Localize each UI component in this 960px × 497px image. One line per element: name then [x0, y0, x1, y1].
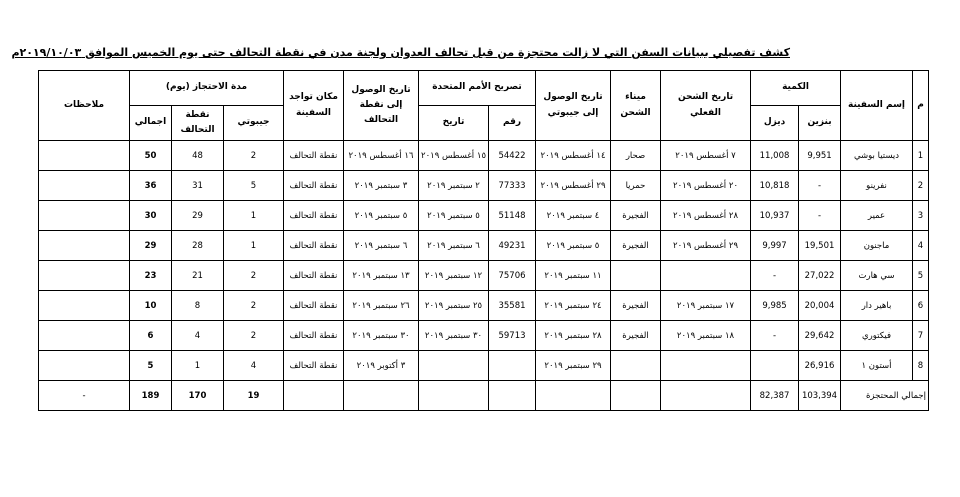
row-number-cell: 8	[913, 351, 929, 381]
document-title: كشف تفصيلي ببيانات السفن التي لا زالت محتجزة من قبل تحالف العدوان ولجنة مدن في نقطة التحالف حتى يوم الخميس الموافق ٢٠١٩/١٠/٠٣م	[11, 46, 790, 59]
permit-date-cell: ١٥ أغسطس ٢٠١٩	[419, 141, 489, 171]
diesel-quantity-cell: 11,008	[751, 141, 799, 171]
header-petrol: بنزين	[799, 106, 841, 141]
detention-coalition-cell: 4	[172, 321, 224, 351]
table-row	[39, 201, 929, 231]
loading-port-cell: الفجيرة	[611, 321, 661, 351]
detention-coalition-cell: 48	[172, 141, 224, 171]
petrol-quantity-cell: 20,004	[799, 291, 841, 321]
detention-djibouti-cell: 2	[224, 141, 284, 171]
ship-name-cell: أستون ١	[841, 351, 913, 381]
actual-loading-date-cell	[661, 261, 751, 291]
header-permit-date: تاريخ	[419, 106, 489, 141]
ship-name-cell: فيكتوري	[841, 321, 913, 351]
ship-name-cell: ديستيا بوشي	[841, 141, 913, 171]
permit-number-cell: 51148	[489, 201, 536, 231]
detention-coalition-cell: 31	[172, 171, 224, 201]
row-number-cell: 1	[913, 141, 929, 171]
detention-total-cell: 30	[130, 201, 172, 231]
arrival-coalition-date-cell: ٣ أكتوبر ٢٠١٩	[344, 351, 419, 381]
permit-number-cell: 49231	[489, 231, 536, 261]
row-number-cell: 6	[913, 291, 929, 321]
totals-row	[39, 381, 929, 411]
notes-cell	[39, 201, 130, 231]
ship-name-cell: ماجنون	[841, 231, 913, 261]
permit-number-cell: 54422	[489, 141, 536, 171]
arrival-djibouti-date-cell: ٢٩ أغسطس ٢٠١٩	[536, 171, 611, 201]
arrival-coalition-date-cell: ١٦ أغسطس ٢٠١٩	[344, 141, 419, 171]
arrival-coalition-date-cell: ٢٦ سبتمبر ٢٠١٩	[344, 291, 419, 321]
table-row	[39, 291, 929, 321]
detention-total-cell: 36	[130, 171, 172, 201]
totals-empty-port	[611, 381, 661, 411]
header-notes: ملاحظات	[39, 71, 130, 141]
totals-detention-djibouti: 19	[224, 381, 284, 411]
notes-cell	[39, 261, 130, 291]
ship-location-cell: نقطة التحالف	[284, 171, 344, 201]
arrival-djibouti-date-cell: ١٤ أغسطس ٢٠١٩	[536, 141, 611, 171]
loading-port-cell: صحار	[611, 141, 661, 171]
totals-empty-permit-no	[489, 381, 536, 411]
notes-cell	[39, 171, 130, 201]
petrol-quantity-cell: 9,951	[799, 141, 841, 171]
detention-total-cell: 10	[130, 291, 172, 321]
loading-port-cell	[611, 261, 661, 291]
detention-total-cell: 50	[130, 141, 172, 171]
arrival-coalition-date-cell: ٣ سبتمبر ٢٠١٩	[344, 171, 419, 201]
totals-detention-coalition: 170	[172, 381, 224, 411]
arrival-djibouti-date-cell: ١١ سبتمبر ٢٠١٩	[536, 261, 611, 291]
detention-djibouti-cell: 1	[224, 231, 284, 261]
actual-loading-date-cell: ١٧ سبتمبر ٢٠١٩	[661, 291, 751, 321]
ship-name-cell: سي هارت	[841, 261, 913, 291]
ship-location-cell: نقطة التحالف	[284, 141, 344, 171]
permit-date-cell: ٥ سبتمبر ٢٠١٩	[419, 201, 489, 231]
permit-number-cell	[489, 351, 536, 381]
arrival-coalition-date-cell: ٥ سبتمبر ٢٠١٩	[344, 201, 419, 231]
detention-coalition-cell: 1	[172, 351, 224, 381]
header-un-permit: تصريح الأمم المتحدة	[419, 71, 536, 106]
arrival-djibouti-date-cell: ٤ سبتمبر ٢٠١٩	[536, 201, 611, 231]
ship-location-cell: نقطة التحالف	[284, 201, 344, 231]
loading-port-cell: الفجيرة	[611, 231, 661, 261]
actual-loading-date-cell: ٧ أغسطس ٢٠١٩	[661, 141, 751, 171]
totals-empty-loading	[661, 381, 751, 411]
loading-port-cell: الفجيرة	[611, 291, 661, 321]
header-row-1	[39, 71, 929, 106]
permit-number-cell: 59713	[489, 321, 536, 351]
arrival-djibouti-date-cell: ٢٤ سبتمبر ٢٠١٩	[536, 291, 611, 321]
diesel-quantity-cell: 9,997	[751, 231, 799, 261]
totals-petrol: 103,394	[799, 381, 841, 411]
diesel-quantity-cell: -	[751, 261, 799, 291]
table-row	[39, 171, 929, 201]
diesel-quantity-cell: 10,818	[751, 171, 799, 201]
totals-empty-location	[284, 381, 344, 411]
arrival-djibouti-date-cell: ٢٨ سبتمبر ٢٠١٩	[536, 321, 611, 351]
permit-date-cell	[419, 351, 489, 381]
totals-detention-total: 189	[130, 381, 172, 411]
detention-djibouti-cell: 1	[224, 201, 284, 231]
arrival-djibouti-date-cell: ٥ سبتمبر ٢٠١٩	[536, 231, 611, 261]
totals-notes: -	[39, 381, 130, 411]
ship-location-cell: نقطة التحالف	[284, 351, 344, 381]
petrol-quantity-cell: 29,642	[799, 321, 841, 351]
detention-djibouti-cell: 2	[224, 321, 284, 351]
header-actual-loading-date: تاريخ الشحن الفعلي	[661, 71, 751, 141]
permit-number-cell: 77333	[489, 171, 536, 201]
header-arrival-djibouti: تاريخ الوصول إلى جيبوتي	[536, 71, 611, 141]
ship-name-cell: نفرينو	[841, 171, 913, 201]
loading-port-cell	[611, 351, 661, 381]
header-detention-period: مدة الاحتجاز (يوم)	[130, 71, 284, 106]
header-detention-total: اجمالي	[130, 106, 172, 141]
totals-empty-permit-date	[419, 381, 489, 411]
detention-djibouti-cell: 5	[224, 171, 284, 201]
arrival-djibouti-date-cell: ٢٩ سبتمبر ٢٠١٩	[536, 351, 611, 381]
table-row	[39, 141, 929, 171]
header-quantity: الكمية	[751, 71, 841, 106]
diesel-quantity-cell: 10,937	[751, 201, 799, 231]
detention-total-cell: 29	[130, 231, 172, 261]
totals-diesel: 82,387	[751, 381, 799, 411]
notes-cell	[39, 231, 130, 261]
permit-number-cell: 75706	[489, 261, 536, 291]
notes-cell	[39, 351, 130, 381]
header-ship-location: مكان تواجد السفينة	[284, 71, 344, 141]
notes-cell	[39, 291, 130, 321]
totals-label: إجمالي المحتجزة	[841, 381, 929, 411]
ship-name-cell: باهير دار	[841, 291, 913, 321]
ship-name-cell: عمير	[841, 201, 913, 231]
petrol-quantity-cell: -	[799, 171, 841, 201]
permit-date-cell: ٦ سبتمبر ٢٠١٩	[419, 231, 489, 261]
petrol-quantity-cell: -	[799, 201, 841, 231]
detained-ships-table	[38, 70, 929, 411]
detention-coalition-cell: 8	[172, 291, 224, 321]
actual-loading-date-cell: ٢٨ أغسطس ٢٠١٩	[661, 201, 751, 231]
actual-loading-date-cell: ٢٩ أغسطس ٢٠١٩	[661, 231, 751, 261]
ship-location-cell: نقطة التحالف	[284, 321, 344, 351]
detention-coalition-cell: 28	[172, 231, 224, 261]
header-ship-name: إسم السفينة	[841, 71, 913, 141]
totals-empty-arrival	[536, 381, 611, 411]
header-diesel: ديزل	[751, 106, 799, 141]
table-row	[39, 351, 929, 381]
permit-number-cell: 35581	[489, 291, 536, 321]
diesel-quantity-cell: -	[751, 321, 799, 351]
header-no: م	[913, 71, 929, 141]
permit-date-cell: ٢٥ سبتمبر ٢٠١٩	[419, 291, 489, 321]
permit-date-cell: ٢ سبتمبر ٢٠١٩	[419, 171, 489, 201]
detention-total-cell: 5	[130, 351, 172, 381]
ship-location-cell: نقطة التحالف	[284, 261, 344, 291]
detention-total-cell: 6	[130, 321, 172, 351]
ship-location-cell: نقطة التحالف	[284, 291, 344, 321]
header-permit-number: رقم	[489, 106, 536, 141]
detention-djibouti-cell: 2	[224, 261, 284, 291]
row-number-cell: 2	[913, 171, 929, 201]
notes-cell	[39, 141, 130, 171]
detention-djibouti-cell: 2	[224, 291, 284, 321]
permit-date-cell: ٣٠ سبتمبر ٢٠١٩	[419, 321, 489, 351]
row-number-cell: 7	[913, 321, 929, 351]
row-number-cell: 4	[913, 231, 929, 261]
petrol-quantity-cell: 19,501	[799, 231, 841, 261]
table-row	[39, 231, 929, 261]
header-detention-coalition: نقطة التحالف	[172, 106, 224, 141]
loading-port-cell: حمريا	[611, 171, 661, 201]
petrol-quantity-cell: 27,022	[799, 261, 841, 291]
row-number-cell: 3	[913, 201, 929, 231]
header-loading-port: ميناء الشحن	[611, 71, 661, 141]
header-arrival-coalition: تاريخ الوصول إلى نقطة التحالف	[344, 71, 419, 141]
row-number-cell: 5	[913, 261, 929, 291]
header-detention-djibouti: جيبوتي	[224, 106, 284, 141]
diesel-quantity-cell	[751, 351, 799, 381]
detention-djibouti-cell: 4	[224, 351, 284, 381]
loading-port-cell: الفجيرة	[611, 201, 661, 231]
arrival-coalition-date-cell: ١٣ سبتمبر ٢٠١٩	[344, 261, 419, 291]
diesel-quantity-cell: 9,985	[751, 291, 799, 321]
arrival-coalition-date-cell: ٦ سبتمبر ٢٠١٩	[344, 231, 419, 261]
notes-cell	[39, 321, 130, 351]
permit-date-cell: ١٢ سبتمبر ٢٠١٩	[419, 261, 489, 291]
table-row	[39, 261, 929, 291]
table-body	[39, 141, 929, 381]
totals-empty-coalition-arrival	[344, 381, 419, 411]
petrol-quantity-cell: 26,916	[799, 351, 841, 381]
actual-loading-date-cell	[661, 351, 751, 381]
actual-loading-date-cell: ١٨ سبتمبر ٢٠١٩	[661, 321, 751, 351]
table-row	[39, 321, 929, 351]
detention-coalition-cell: 29	[172, 201, 224, 231]
detention-total-cell: 23	[130, 261, 172, 291]
ship-location-cell: نقطة التحالف	[284, 231, 344, 261]
arrival-coalition-date-cell: ٣٠ سبتمبر ٢٠١٩	[344, 321, 419, 351]
detention-coalition-cell: 21	[172, 261, 224, 291]
actual-loading-date-cell: ٢٠ أغسطس ٢٠١٩	[661, 171, 751, 201]
